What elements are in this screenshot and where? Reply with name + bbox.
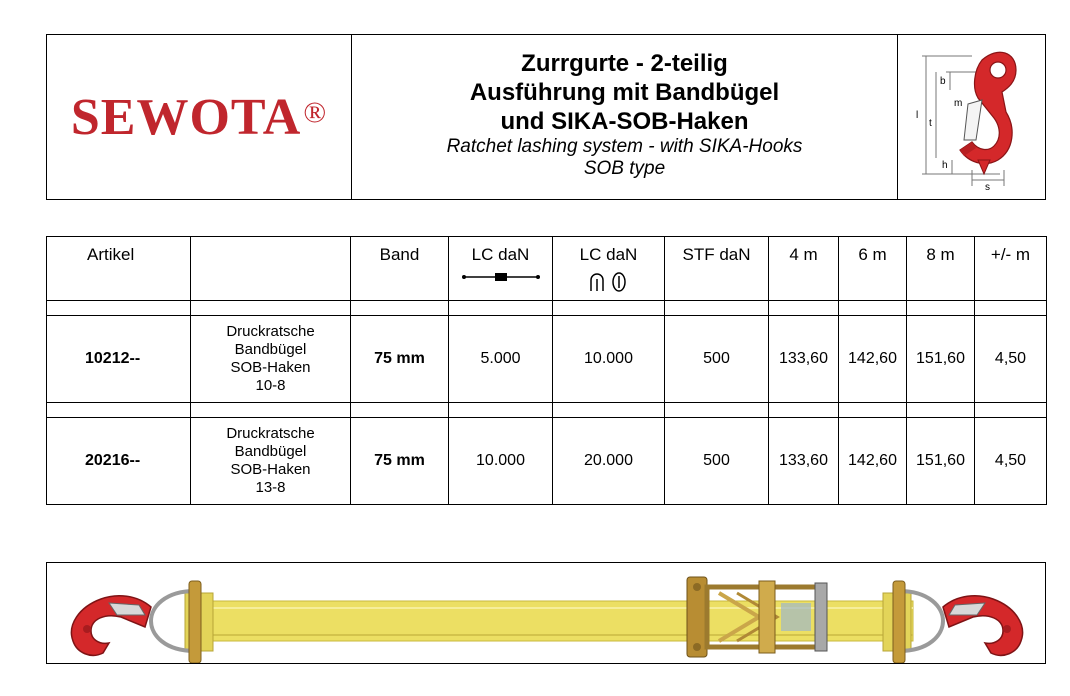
stf-value: 500	[665, 418, 769, 505]
dim-label-l: l	[915, 110, 918, 121]
left-hook-icon	[71, 596, 151, 656]
spec-table	[46, 236, 1047, 505]
lc-straight-value: 10.000	[449, 418, 553, 505]
price-per-m: 4,50	[975, 316, 1047, 403]
col-lc-straight-label: LC daN	[471, 245, 530, 264]
desc-line: Bandbügel	[234, 443, 307, 460]
dim-label-b: b	[939, 76, 946, 87]
hook-loop-icon	[587, 271, 631, 293]
header	[46, 34, 1046, 200]
table-row	[47, 316, 1047, 403]
price-4m: 133,60	[769, 316, 839, 403]
desc-line: Druckratsche	[226, 425, 315, 442]
col-description	[191, 237, 351, 301]
table-row	[47, 418, 1047, 505]
title-line-1: Zurrgurte - 2-teilig	[521, 50, 728, 77]
price-8m: 151,60	[907, 316, 975, 403]
desc-line: SOB-Haken	[230, 461, 311, 478]
price-6m: 142,60	[839, 418, 907, 505]
hook-dimension-diagram	[912, 42, 1032, 192]
stf-value: 500	[665, 316, 769, 403]
right-band-loop	[893, 581, 943, 663]
desc-line: Bandbügel	[234, 341, 307, 358]
lc-hook-value: 10.000	[553, 316, 665, 403]
logo-cell	[47, 35, 352, 199]
artikel-number: 10212--	[47, 316, 191, 403]
col-plus-minus-m: +/- m	[975, 237, 1047, 301]
col-4m: 4 m	[769, 237, 839, 301]
desc-line: Druckratsche	[226, 323, 315, 340]
col-8m: 8 m	[907, 237, 975, 301]
dim-label-t: t	[928, 118, 932, 129]
dim-label-h: h	[941, 160, 948, 171]
desc-line: 10-8	[255, 377, 286, 394]
table-spacer-row	[47, 301, 1047, 316]
band-width: 75 mm	[351, 418, 449, 505]
brand-logo	[71, 88, 327, 147]
lc-straight-value: 5.000	[449, 316, 553, 403]
hook-diagram-cell	[898, 35, 1045, 199]
left-band-loop	[151, 581, 201, 663]
col-artikel: Artikel	[47, 237, 191, 301]
table-header-row	[47, 237, 1047, 301]
subtitle-line-1: Ratchet lashing system - with SIKA-Hooks	[446, 136, 803, 157]
dim-label-m: m	[953, 98, 962, 109]
title-line-2: Ausführung mit Bandbügel	[469, 79, 780, 106]
ratchet-strap-illustration	[47, 563, 1046, 664]
col-band: Band	[351, 237, 449, 301]
price-per-m: 4,50	[975, 418, 1047, 505]
product-image-frame	[46, 562, 1046, 664]
col-lc-straight	[449, 237, 553, 301]
straight-pull-icon	[461, 271, 541, 283]
price-4m: 133,60	[769, 418, 839, 505]
title-line-3: und SIKA-SOB-Haken	[500, 108, 749, 135]
col-lc-hook	[553, 237, 665, 301]
product-description	[191, 418, 351, 505]
registered-mark: ®	[303, 95, 328, 129]
col-stf: STF daN	[665, 237, 769, 301]
band-width: 75 mm	[351, 316, 449, 403]
product-description	[191, 316, 351, 403]
col-lc-hook-label: LC daN	[579, 245, 638, 264]
price-6m: 142,60	[839, 316, 907, 403]
lc-hook-value: 20.000	[553, 418, 665, 505]
artikel-number: 20216--	[47, 418, 191, 505]
title-cell	[352, 35, 898, 199]
subtitle-line-2: SOB type	[583, 158, 666, 179]
table-spacer-row	[47, 403, 1047, 418]
dim-label-s: s	[984, 182, 990, 192]
brand-name: SEWOTA	[70, 88, 302, 146]
ratchet-mechanism-icon	[687, 577, 827, 657]
col-6m: 6 m	[839, 237, 907, 301]
desc-line: SOB-Haken	[230, 359, 311, 376]
price-8m: 151,60	[907, 418, 975, 505]
desc-line: 13-8	[255, 479, 286, 496]
right-hook-icon	[943, 596, 1023, 656]
